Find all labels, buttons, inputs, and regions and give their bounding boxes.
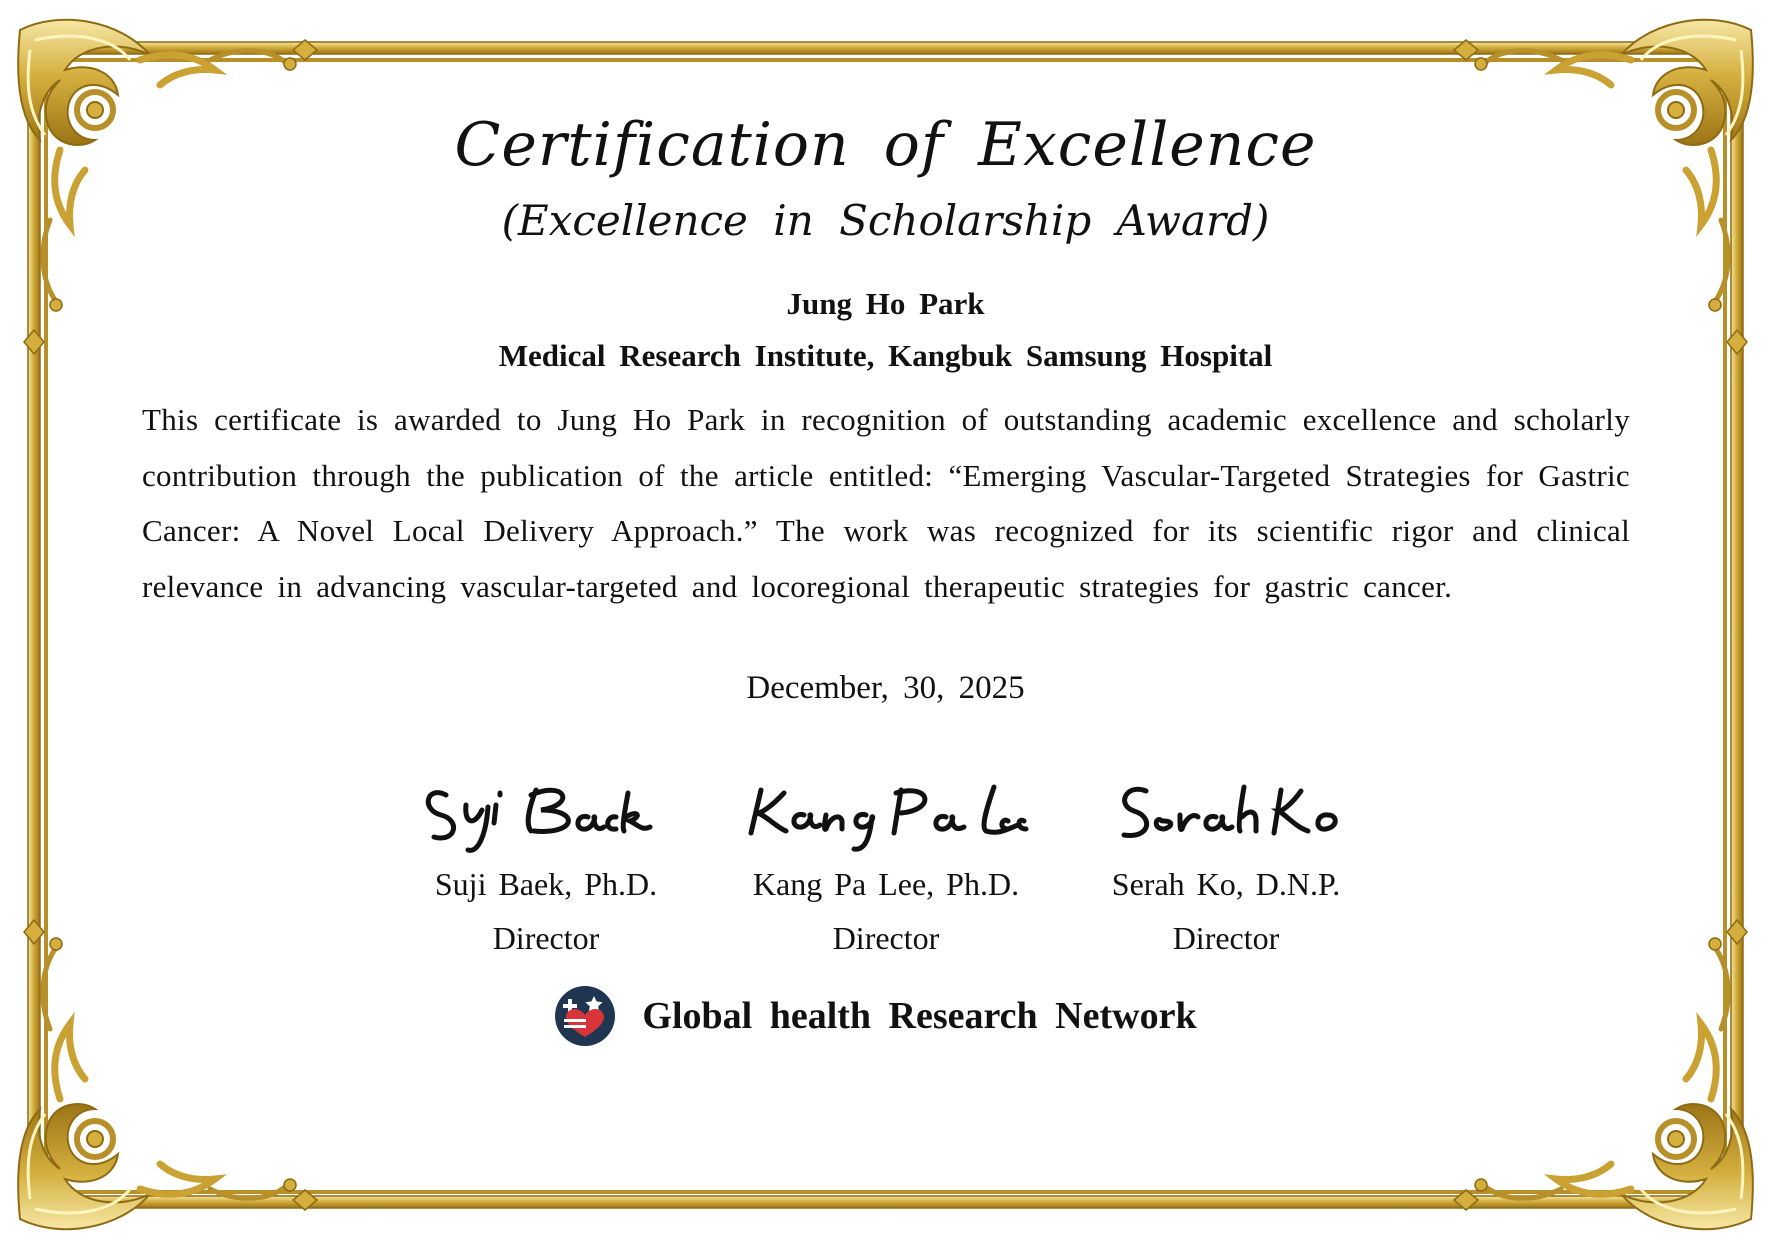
signer-name: Suji Baek, Ph.D. bbox=[434, 866, 658, 902]
signer-name: Kang Pa Lee, Ph.D. bbox=[752, 866, 1020, 902]
signature-kang-pa-lee bbox=[736, 765, 1036, 855]
signer-block bbox=[1066, 765, 1386, 965]
signature-serah-ko bbox=[1096, 765, 1356, 855]
certificate-subtitle: (Excellence in Scholarship Award) bbox=[501, 196, 1270, 245]
signer-role: Director bbox=[492, 920, 600, 956]
handwritten-signature bbox=[726, 765, 1046, 855]
heart-cross-star-logo bbox=[554, 985, 616, 1047]
signer-role: Director bbox=[1172, 920, 1280, 956]
handwritten-signature bbox=[386, 765, 706, 855]
organization-name: Global health Research Network bbox=[642, 995, 1197, 1037]
signer-role: Director bbox=[832, 920, 940, 956]
recipient-institution: Medical Research Institute, Kangbuk Samsung Hospital bbox=[498, 338, 1273, 373]
handwritten-signature bbox=[1066, 765, 1386, 855]
signer-block bbox=[386, 765, 706, 965]
certificate-title: Certification of Excellence bbox=[454, 110, 1317, 180]
certificate-body: This certificate is awarded to Jung Ho Park in recognition of outstanding academic excellence and scholarly contribution through the publication of the article entitled: “Emerging Vascular-Targeted Strategies for Gastric Cancer: A Novel Local Delivery Approach.” The work was recognized for its scientific rigor and clinical relevance in advancing vascular-targeted and locoregional therapeutic strategies for gastric cancer. bbox=[142, 402, 1630, 604]
signer-block bbox=[726, 765, 1046, 965]
signer-name: Serah Ko, D.N.P. bbox=[1111, 866, 1341, 902]
recipient-name: Jung Ho Park bbox=[786, 286, 985, 321]
signature-suji-baek bbox=[416, 765, 676, 855]
organization-block bbox=[0, 985, 1771, 1047]
award-date: December, 30, 2025 bbox=[746, 670, 1025, 706]
